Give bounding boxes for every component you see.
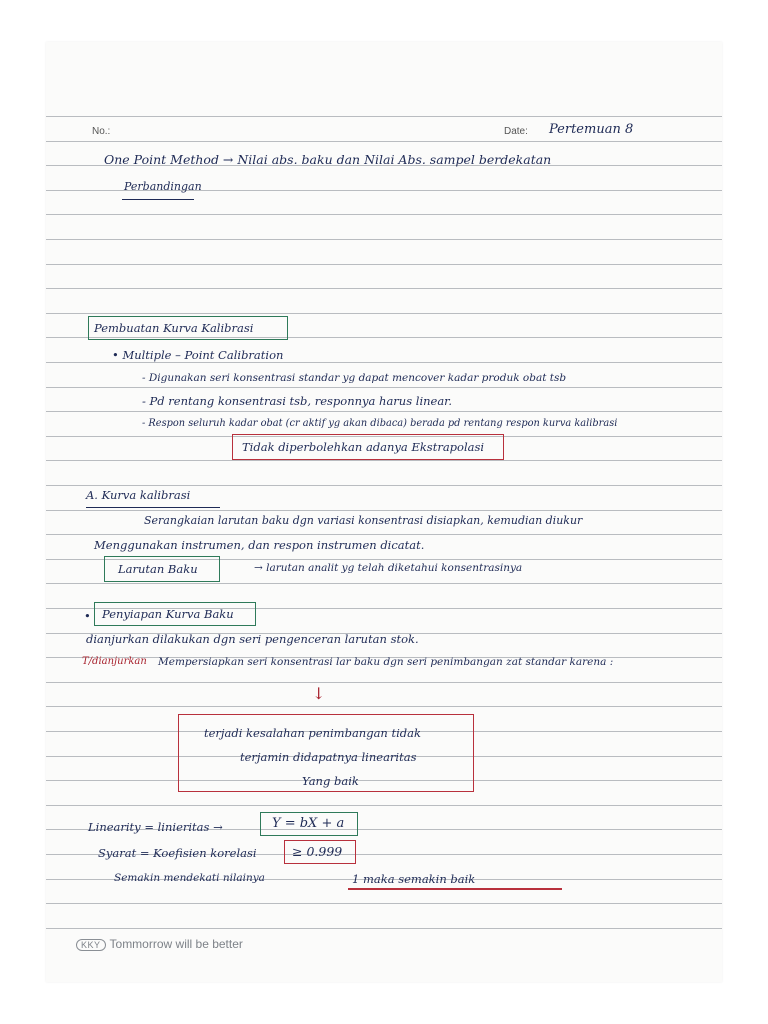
ruled-line — [46, 141, 722, 142]
tidak-dianjurkan-label: T/dianjurkan — [82, 656, 147, 667]
arrow-down-icon: ↓ — [312, 684, 326, 703]
reason-line-1: terjadi kesalahan penimbangan tidak — [204, 726, 421, 740]
ruled-line — [46, 583, 722, 584]
section-kurva-baku-title: Penyiapan Kurva Baku — [102, 607, 234, 621]
underline — [86, 507, 220, 508]
ruled-line — [46, 534, 722, 535]
tidak-dianjurkan-text: Mempersiapkan seri konsentrasi lar baku dgn seri penimbangan zat standar karena : — [158, 656, 614, 668]
reason-line-3: Yang baik — [302, 774, 359, 788]
maka-underline — [348, 888, 562, 890]
section-a-line-2: Menggunakan instrumen, dan respon instrumen dicatat. — [94, 538, 425, 552]
ruled-line — [46, 264, 722, 265]
one-point-line-cont: Perbandingan — [124, 180, 202, 193]
ruled-line — [46, 805, 722, 806]
brand-logo: KKY — [76, 939, 106, 951]
ruled-line — [46, 928, 722, 929]
ruled-line — [46, 411, 722, 412]
no-label: No.: — [92, 126, 111, 137]
one-point-line: One Point Method → Nilai abs. baku dan Nilai Abs. sampel berdekatan — [104, 152, 552, 167]
bullet-dot: • — [84, 609, 91, 623]
larutan-baku-definition: → larutan analit yg telah diketahui konsentrasinya — [254, 562, 523, 574]
ruled-line — [46, 387, 722, 388]
section-kalibrasi-title: Pembuatan Kurva Kalibrasi — [94, 321, 254, 335]
no-extrapolation-text: Tidak diperbolehkan adanya Ekstrapolasi — [242, 440, 485, 454]
ruled-line — [46, 485, 722, 486]
ruled-line — [46, 313, 722, 314]
linearity-label: Linearity = linieritas → — [88, 820, 223, 834]
ruled-line — [46, 510, 722, 511]
underline — [122, 199, 194, 200]
section-a-title: A. Kurva kalibrasi — [86, 488, 191, 502]
footer-tagline: Tommorrow will be better — [109, 937, 243, 951]
page-footer — [76, 937, 243, 951]
reason-line-2: terjamin didapatnya linearitas — [240, 750, 417, 764]
section-a-line-1: Serangkaian larutan baku dgn variasi konsentrasi disiapkan, kemudian diukur — [144, 514, 583, 527]
syarat-label: Syarat = Koefisien korelasi — [98, 846, 257, 860]
maka-text: 1 maka semakin baik — [352, 872, 476, 886]
dash-item-3: - Respon seluruh kadar obat (cr aktif yg akan dibaca) berada pd rentang respon kurva kalibrasi — [142, 418, 618, 429]
ruled-line — [46, 288, 722, 289]
ruled-line — [46, 116, 722, 117]
notebook-page — [46, 42, 722, 982]
bullet-multiple-point: • Multiple – Point Calibration — [112, 348, 284, 362]
dash-item-2: - Pd rentang konsentrasi tsb, responnya harus linear. — [142, 394, 453, 408]
dianjurkan-line: dianjurkan dilakukan dgn seri pengenceran larutan stok. — [86, 632, 419, 646]
ruled-line — [46, 682, 722, 683]
larutan-baku-label: Larutan Baku — [118, 562, 198, 576]
threshold-text: ≥ 0.999 — [292, 844, 343, 859]
date-label: Date: — [504, 126, 528, 137]
semakin-text: Semakin mendekati nilainya — [114, 872, 265, 884]
ruled-line — [46, 239, 722, 240]
ruled-line — [46, 706, 722, 707]
equation-text: Y = bX + a — [272, 816, 345, 831]
ruled-line — [46, 362, 722, 363]
date-value: Pertemuan 8 — [549, 122, 634, 137]
ruled-line — [46, 460, 722, 461]
ruled-line — [46, 903, 722, 904]
ruled-line — [46, 214, 722, 215]
dash-item-1: - Digunakan seri konsentrasi standar yg dapat mencover kadar produk obat tsb — [142, 372, 567, 384]
